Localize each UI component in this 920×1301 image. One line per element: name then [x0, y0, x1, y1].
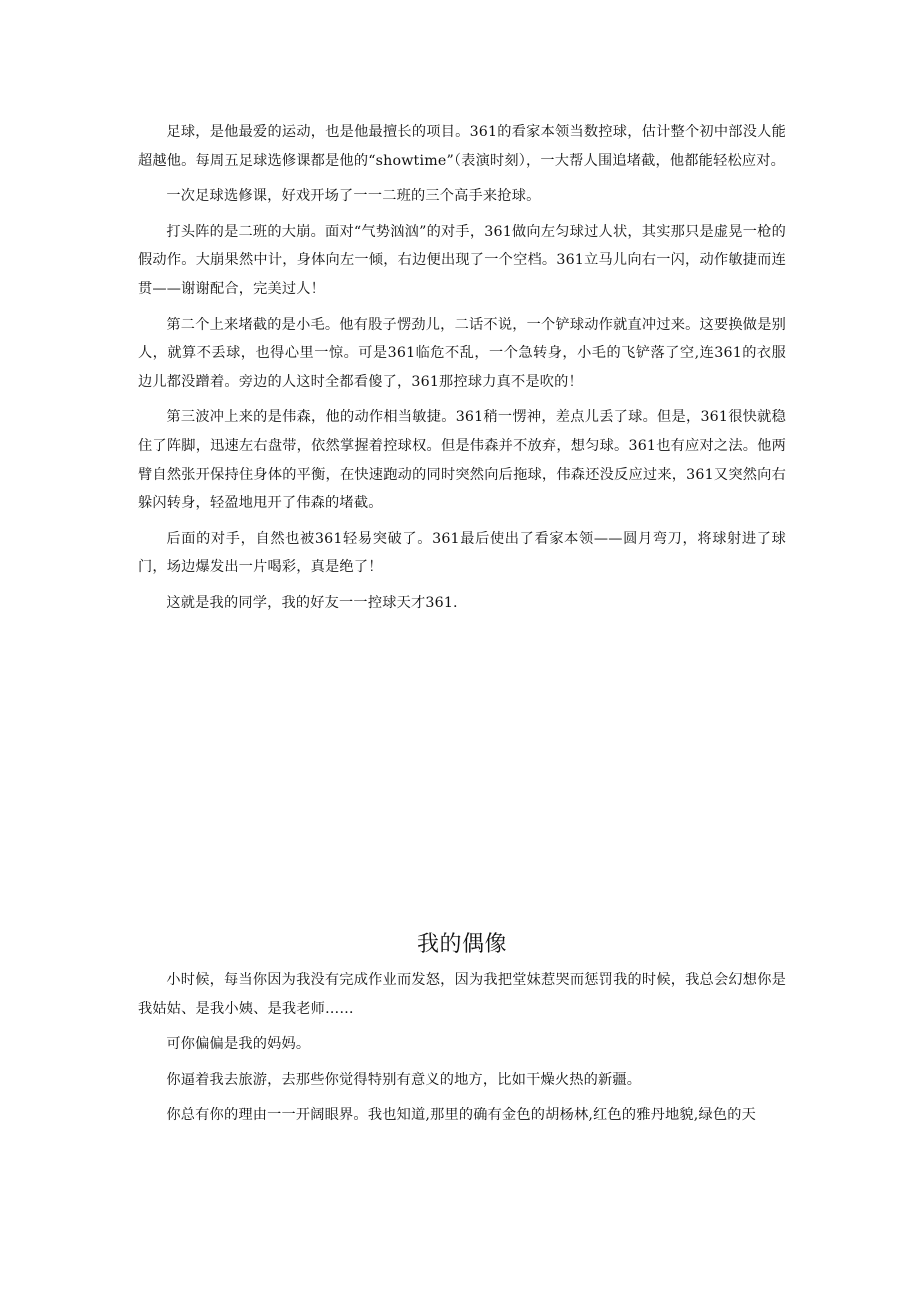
paragraph: 打头阵的是二班的大崩。面对“气势汹汹”的对手，361做向左匀球过人状，其实那只是虚晃一枪的假动作。大崩果然中计，身体向左一倾，右边便出现了一个空档。361立马儿向右一闪，动作敏捷而连贯——谢谢配合，完美过人！	[138, 223, 786, 297]
paragraph: 小时候，每当你因为我没有完成作业而发怒，因为我把堂妹惹哭而惩罚我的时候，我总会幻想你是我姑姑、是我小姨、是我老师……	[138, 972, 786, 1017]
paragraph: 可你偏偏是我的妈妈。	[166, 1036, 311, 1053]
paragraph: 第二个上来堵截的是小毛。他有股子愣劲儿，二话不说，一个铲球动作就直冲过来。这要换做是别人，就算不丢球，也得心里一惊。可是361临危不乱，一个急转身，小毛的飞铲落了空,连361的衣服边儿都没蹭着。旁边的人这时全都看傻了，361那控球力真不是吹的！	[138, 316, 786, 390]
paragraph: 足球，是他最爱的运动，也是他最擅长的项目。361的看家本领当数控球，估计整个初中部没人能超越他。每周五足球选修课都是他的“showtime”（表演时刻），一大帮人围追堵截，他都能轻松应对。	[138, 124, 786, 169]
paragraph: 后面的对手，自然也被361轻易突破了。361最后使出了看家本领——圆月弯刀，将球射进了球门，场边爆发出一片喝彩，真是绝了！	[138, 530, 786, 576]
paragraph: 你总有你的理由一一开阔眼界。我也知道,那里的确有金色的胡杨林,红色的雅丹地貌,绿色的天	[166, 1107, 757, 1124]
essay-title: 我的偶像	[416, 932, 507, 957]
story-section-football	[138, 118, 786, 618]
paragraph: 这就是我的同学，我的好友一一控球天才361.	[166, 594, 458, 611]
paragraph: 第三波冲上来的是伟森，他的动作相当敏捷。361稍一愣神，差点儿丢了球。但是，361很快就稳住了阵脚，迅速左右盘带，依然掌握着控球权。但是伟森并不放弃，想匀球。361也有应对之法。他两臂自然张开保持住身体的平衡，在快速跑动的同时突然向后拖球，伟森还没反应过来，361又突然向右躲闪转身，轻盈地甩开了伟森的堵截。	[138, 409, 786, 512]
paragraph: 你逼着我去旅游，去那些你觉得特别有意义的地方，比如干燥火热的新疆。	[166, 1071, 642, 1088]
paragraph: 一次足球选修课，好戏开场了一一二班的三个高手来抢球。	[166, 188, 541, 205]
story-section-idol	[138, 928, 786, 1130]
